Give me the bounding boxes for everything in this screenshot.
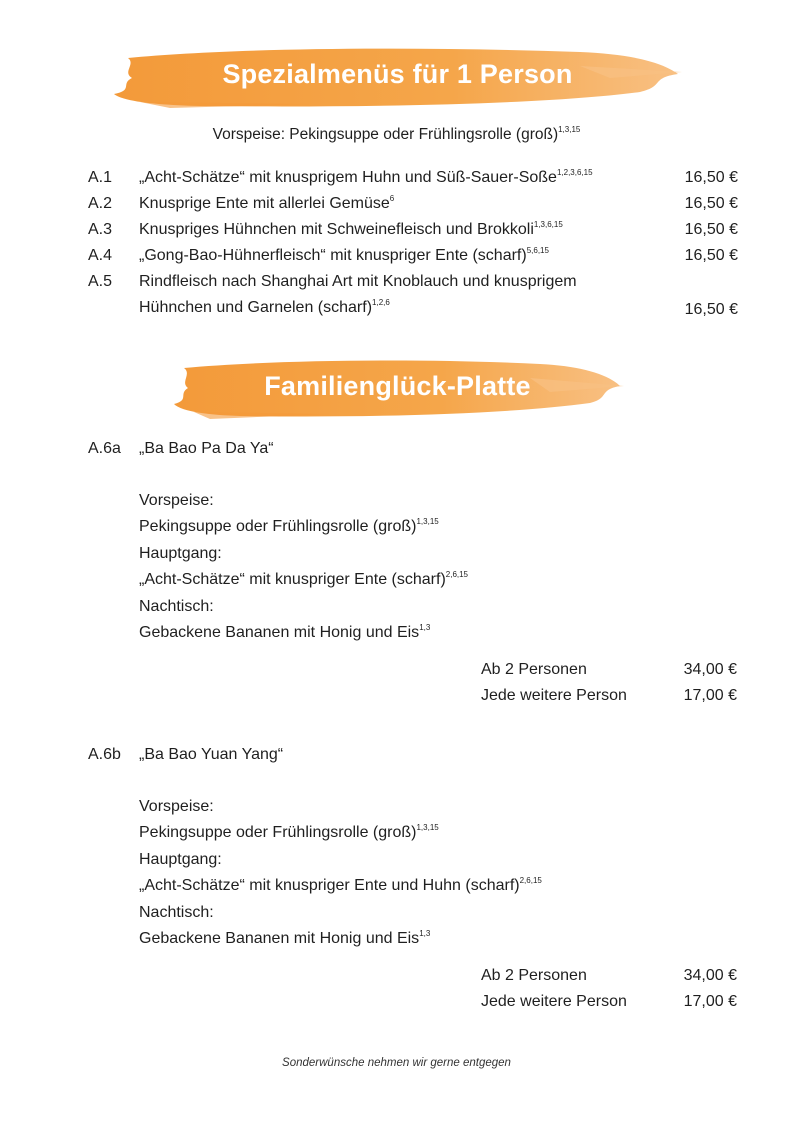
item-name: „Gong-Bao-Hühnerfleisch“ mit knuspriger Ente (scharf)$^{5,6,15}$ [139,246,549,264]
price-label-base: Ab 2 Personen [481,967,587,984]
allergen-sup: 2,6,15 [519,876,542,885]
price-base: 34,00 € [683,967,737,984]
dessert-label: Nachtisch: [139,598,214,615]
dessert-text: Gebackene Bananen mit Honig und Eis$^{1,3}$ [139,623,431,641]
starter-text: Pekingsuppe oder Frühlingsrolle (groß)$^{1,3,15}$ [139,517,439,535]
price-extra: 17,00 € [683,687,737,704]
banner-familienglueck [170,356,625,422]
allergen-sup: 1,3,6,15 [533,220,563,229]
platter-name: „Ba Bao Yuan Yang“ [139,746,284,763]
price-base: 34,00 € [683,661,737,678]
dessert-text: Gebackene Bananen mit Honig und Eis$^{1,3}$ [139,929,431,947]
item-name: Rindfleisch nach Shanghai Art mit Knoblauch und knusprigem Hühnchen und Garnelen (scharf)$^{1,2,6}$ [139,273,577,316]
main-label: Hauptgang: [139,545,222,562]
starter-label: Vorspeise: [139,492,214,509]
platter-name: „Ba Bao Pa Da Ya“ [139,440,274,457]
item-price: 16,50 € [684,247,738,264]
menu-item-a5 [88,269,738,325]
item-name: Knusprige Ente mit allerlei Gemüse$^6$ [139,194,395,212]
allergen-sup: 1,3,15 [558,125,581,134]
main-text: „Acht-Schätze“ mit knuspriger Ente (scharf)$^{2,6,15}$ [139,570,469,588]
allergen-sup: 1,2,6 [372,298,390,307]
intro-text: Vorspeise: Pekingsuppe oder Frühlingsrolle (groß) [212,126,559,143]
platter-code: A.6b [88,746,121,763]
item-price: 16,50 € [684,195,738,212]
item-price: 16,50 € [684,221,738,238]
allergen-sup: 1,3 [419,929,431,938]
allergen-sup: 1,2,3,6,15 [556,168,593,177]
price-extra: 17,00 € [683,993,737,1010]
allergen-sup: 6 [389,194,395,203]
footer-note: Sonderwünsche nehmen wir gerne entgegen [282,1057,511,1069]
starter-label: Vorspeise: [139,798,214,815]
price-label-base: Ab 2 Personen [481,661,587,678]
allergen-sup: 1,3,15 [416,517,439,526]
item-code: A.5 [88,273,113,290]
item-code: A.3 [88,221,113,238]
item-code: A.4 [88,247,113,264]
dessert-label: Nachtisch: [139,904,214,921]
allergen-sup: 1,3,15 [416,823,439,832]
item-code: A.2 [88,195,113,212]
main-label: Hauptgang: [139,851,222,868]
banner-spezialmenus [110,44,685,114]
intro-starter [0,126,793,144]
allergen-sup: 1,3 [419,623,431,632]
price-label-extra: Jede weitere Person [481,687,627,704]
allergen-sup: 2,6,15 [445,570,469,579]
item-name: „Acht-Schätze“ mit knusprigem Huhn und Süß-Sauer-Soße$^{1,2,3,6,15}$ [139,168,593,186]
item-code: A.1 [88,169,113,186]
starter-text: Pekingsuppe oder Frühlingsrolle (groß)$^{1,3,15}$ [139,823,439,841]
item-price: 16,50 € [684,301,738,318]
banner-title: Spezialmenüs für 1 Person [222,59,573,89]
banner-title: Familienglück-Platte [264,371,531,401]
platter-code: A.6a [88,440,121,457]
allergen-sup: 5,6,15 [526,246,549,255]
main-text: „Acht-Schätze“ mit knuspriger Ente und Huhn (scharf)$^{2,6,15}$ [139,876,542,894]
item-price: 16,50 € [684,169,738,186]
item-name: Knuspriges Hühnchen mit Schweinefleisch und Brokkoli$^{1,3,6,15}$ [139,220,563,238]
price-label-extra: Jede weitere Person [481,993,627,1010]
